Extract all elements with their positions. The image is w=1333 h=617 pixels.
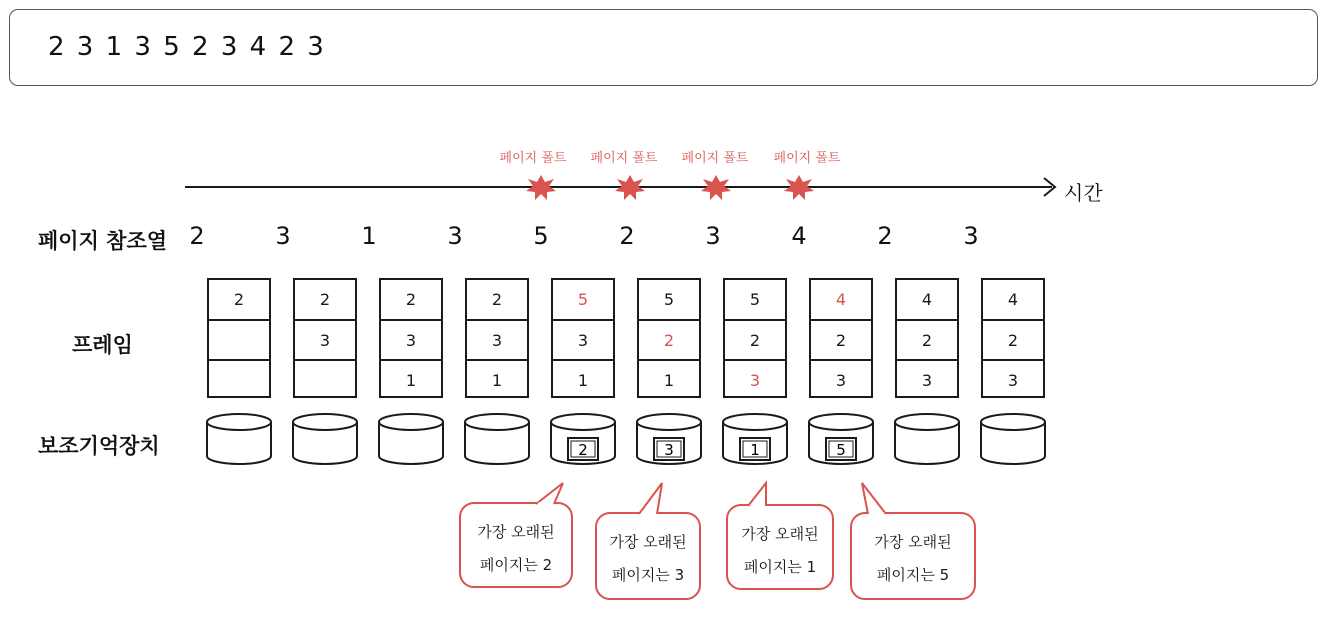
storage-cylinder bbox=[723, 414, 787, 464]
frame-cell bbox=[209, 321, 269, 362]
speech-bubble bbox=[596, 483, 700, 599]
reference-value: 2 bbox=[877, 222, 893, 250]
bubble-line-1: 가장 오래된 bbox=[609, 533, 687, 551]
frame-cell: 2 bbox=[983, 321, 1043, 362]
frame-cell: 2 bbox=[209, 280, 269, 321]
frame-cell: 4 bbox=[983, 280, 1043, 321]
frame-cell: 5 bbox=[725, 280, 785, 321]
frame-cell: 3 bbox=[835, 371, 847, 391]
stored-page-value: 1 bbox=[750, 441, 760, 459]
storage-cylinder bbox=[465, 414, 529, 464]
frame-column bbox=[207, 278, 271, 398]
row-label-reference: 페이지 참조열 bbox=[38, 229, 168, 253]
frame-cell: 3 bbox=[295, 321, 355, 362]
storage-cylinder bbox=[981, 414, 1045, 464]
fault-label-1: 페이지 폴트 bbox=[499, 151, 567, 166]
storage-cylinder bbox=[637, 414, 701, 464]
frame-column bbox=[895, 278, 959, 398]
frame-cell: 3 bbox=[1007, 371, 1019, 391]
bubble-line-1: 가장 오래된 bbox=[741, 525, 819, 543]
frame-cell: 2 bbox=[381, 280, 441, 321]
bubble-line-2: 페이지는 3 bbox=[611, 566, 685, 584]
frame-cell: 4 bbox=[897, 280, 957, 321]
bubble-tail bbox=[862, 483, 886, 514]
speech-bubble bbox=[727, 483, 833, 589]
frame-cell: 2 bbox=[467, 280, 527, 321]
frame-cell: 2 bbox=[897, 321, 957, 362]
frame-cell: 3 bbox=[467, 321, 527, 362]
frame-cell: 1 bbox=[405, 371, 417, 391]
stored-page-value: 3 bbox=[664, 441, 674, 459]
reference-value: 1 bbox=[361, 222, 377, 250]
row-label-storage: 보조기억장치 bbox=[38, 434, 160, 458]
frame-cell: 2 bbox=[295, 280, 355, 321]
frame-column bbox=[637, 278, 701, 398]
reference-value: 4 bbox=[791, 222, 807, 250]
fault-label-4: 페이지 폴트 bbox=[773, 151, 841, 166]
bubble-line-1: 가장 오래된 bbox=[874, 533, 952, 551]
frame-cell bbox=[295, 361, 355, 400]
frame-cell: 1 bbox=[491, 371, 503, 391]
reference-value: 3 bbox=[447, 222, 463, 250]
reference-value: 3 bbox=[275, 222, 291, 250]
fault-label-3: 페이지 폴트 bbox=[681, 151, 749, 166]
speech-bubble bbox=[851, 483, 975, 599]
bubble-line-2: 페이지는 2 bbox=[479, 556, 553, 574]
frame-column bbox=[379, 278, 443, 398]
frame-cell: 3 bbox=[553, 321, 613, 362]
frame-cell: 5 bbox=[553, 280, 613, 321]
stored-page-value: 5 bbox=[836, 441, 846, 459]
bubbles-layer bbox=[0, 465, 1333, 617]
frame-cell bbox=[209, 361, 269, 400]
frame-column bbox=[809, 278, 873, 398]
storage-cylinder bbox=[895, 414, 959, 464]
frame-cell: 3 bbox=[921, 371, 933, 391]
fault-label-2: 페이지 폴트 bbox=[590, 151, 658, 166]
reference-value: 3 bbox=[963, 222, 979, 250]
storage-cylinder bbox=[379, 414, 443, 464]
frame-column bbox=[981, 278, 1045, 398]
frame-cell: 3 bbox=[749, 371, 761, 391]
frame-cell: 5 bbox=[639, 280, 699, 321]
frame-column bbox=[551, 278, 615, 398]
frame-column bbox=[293, 278, 357, 398]
storage-cylinder bbox=[809, 414, 873, 464]
row-label-frames: 프레임 bbox=[72, 333, 133, 357]
frame-cell: 1 bbox=[663, 371, 675, 391]
frame-cell: 2 bbox=[639, 321, 699, 362]
stored-page-value: 2 bbox=[578, 441, 588, 459]
bubble-line-1: 가장 오래된 bbox=[477, 523, 555, 541]
bubble-line-2: 페이지는 5 bbox=[876, 566, 950, 584]
storage-cylinder bbox=[551, 414, 615, 464]
bubble-line-2: 페이지는 1 bbox=[743, 558, 817, 576]
frame-cell: 3 bbox=[381, 321, 441, 362]
frame-cell: 2 bbox=[725, 321, 785, 362]
reference-value: 2 bbox=[619, 222, 635, 250]
reference-value: 2 bbox=[189, 222, 205, 250]
speech-bubble bbox=[460, 483, 572, 587]
storage-cylinder bbox=[207, 414, 271, 464]
reference-value: 3 bbox=[705, 222, 721, 250]
frame-cell: 1 bbox=[577, 371, 589, 391]
axis-label-time: 시간 bbox=[1064, 181, 1103, 205]
frame-column bbox=[465, 278, 529, 398]
frame-cell: 4 bbox=[811, 280, 871, 321]
bubble-tail bbox=[639, 483, 662, 514]
storage-cylinder bbox=[293, 414, 357, 464]
bubble-tail bbox=[536, 483, 563, 504]
sequence-box bbox=[9, 9, 1318, 86]
frame-cell: 2 bbox=[811, 321, 871, 362]
reference-value: 5 bbox=[533, 222, 549, 250]
sequence-text: 2 3 1 3 5 2 3 4 2 3 bbox=[48, 32, 326, 62]
bubble-tail bbox=[748, 483, 766, 506]
frame-column bbox=[723, 278, 787, 398]
